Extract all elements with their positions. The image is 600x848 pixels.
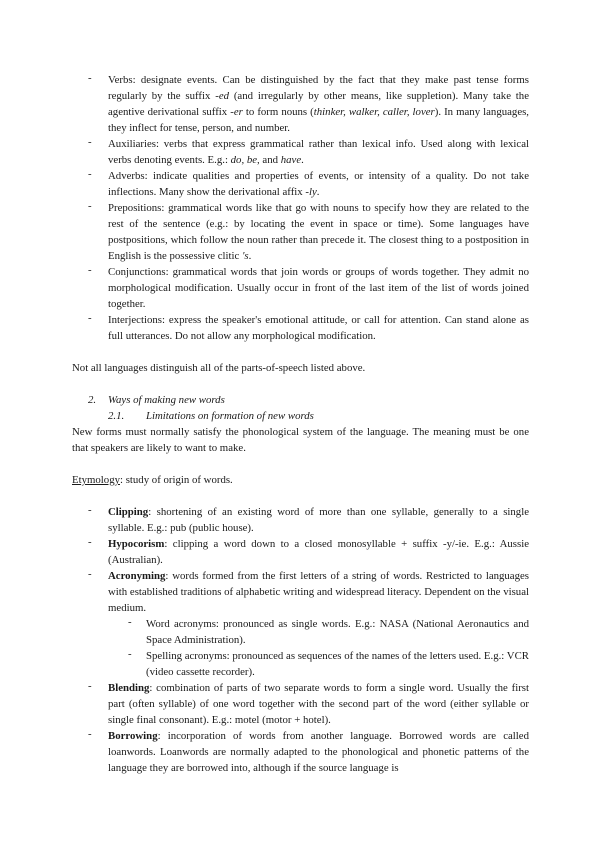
list-item-verbs: [108, 72, 529, 136]
text-run: : combination of parts of two separate words to form a single word. Usually the first part (often syllable) of one word together with the second part of the word (either syllable or single final consonant). E.g.: motel (motor + hotel).: [108, 682, 529, 727]
italic-text: do, be,: [230, 154, 260, 167]
text-run: .: [301, 154, 304, 167]
italic-text: have: [280, 154, 302, 167]
text-run: Interjections: express the speaker's emotional attitude, or call for attention. Can stand alone as full utterances. Do not allow any morphological modification.: [108, 314, 529, 343]
bullet-dash: -: [88, 72, 92, 84]
text-run: and: [259, 154, 281, 167]
bullet-dash: -: [88, 264, 92, 276]
list-item-conjunctions: [108, 264, 529, 312]
text-run: to form nouns (: [242, 106, 314, 119]
subsection-number: 2.1.: [108, 410, 125, 422]
sub-item-word-acronyms: Word acronyms: pronounced as single words. E.g.: NASA (National Aeronautics and Space Administration).: [146, 618, 529, 647]
bullet-dash: -: [88, 312, 92, 324]
italic-text: 's: [242, 250, 249, 263]
list-item-acronyming: [108, 568, 529, 616]
term-bold: Clipping: [108, 506, 149, 518]
term-bold: Hypocorism: [108, 538, 165, 550]
text-run: Conjunctions: grammatical words that join words or groups of words together. They admit no morphological modification. Usually occur in front of the last item of the list of words joined together.: [108, 266, 529, 311]
sub-bullet-dash: -: [128, 616, 132, 628]
sub-item-spelling-acronyms: Spelling acronyms: pronounced as sequences of the names of the letters used. E.g.: VCR (video cassette recorder).: [146, 650, 530, 679]
text-run: : clipping a word down to a closed monosyllable + suffix -y/-ie. E.g.: Aussie (Australian).: [108, 538, 529, 567]
etymology-rest: : study of origin of words.: [120, 474, 233, 486]
sub-bullet-dash: -: [128, 648, 132, 660]
text-run: : incorporation of words from another language. Borrowed words are called loanwords. Loanwords are normally adapted to the phonological and phonetic patterns of the language they are borrowed into, although if the source language is: [108, 730, 529, 775]
italic-text: -ly: [305, 186, 317, 199]
term-bold: Acronyming: [108, 570, 166, 582]
bullet-dash: -: [88, 136, 92, 148]
bullet-dash: -: [88, 680, 92, 692]
list-item-adverbs: [108, 168, 529, 200]
text-run: Prepositions: grammatical words like that go with nouns to specify how they are related to the rest of the sentence (e.g.: by locating the event in space or time). Some languages have postpositions, which follow the noun rather than precede it. The closest thing to a postposition in English is the possessive clitic: [108, 202, 529, 263]
bullet-dash: -: [88, 728, 92, 740]
term-bold: Blending: [108, 682, 150, 694]
list-item-clipping: [108, 504, 529, 536]
text-run: Verbs: designate events. Can be distinguished by the fact that they make past tense forms regularly by the suffix: [108, 74, 529, 103]
text-run: .: [316, 186, 320, 199]
text-run: .: [248, 250, 252, 263]
etymology-definition: [72, 472, 529, 488]
list-item-interjections: [108, 312, 529, 344]
italic-text: -er: [230, 106, 243, 119]
bullet-dash: -: [88, 536, 92, 548]
term-bold: Borrowing: [108, 730, 158, 742]
italic-text: -ed: [215, 90, 230, 103]
section-number: 2.: [88, 394, 97, 406]
bullet-dash: -: [88, 168, 92, 180]
bullet-dash: -: [88, 568, 92, 580]
limitations-paragraph: New forms must normally satisfy the phonological system of the language. The meaning must be one that speakers are likely to want to make.: [72, 426, 529, 455]
text-run: : shortening of an existing word of more than one syllable, generally to a single syllable. E.g.: pub (public house).: [108, 506, 529, 535]
text-run: (and irregularly by other means, like suppletion). Many take the agentive derivational suffix: [108, 90, 530, 119]
subsection-title: Limitations on formation of new words: [146, 410, 314, 422]
text-run: Auxiliaries: verbs that express grammatical rather than lexical info. Used along with lexical verbs denoting events. E.g.:: [108, 138, 529, 167]
section-title: Ways of making new words: [108, 394, 225, 406]
note-paragraph: Not all languages distinguish all of the parts-of-speech listed above.: [72, 362, 366, 374]
text-run: Adverbs: indicate qualities and properties of events, or intensity of a quality. Do not take inflections. Many show the derivational affix: [108, 170, 529, 199]
bullet-dash: -: [88, 504, 92, 516]
list-item-borrowing: [108, 728, 529, 776]
text-run: : words formed from the first letters of a string of words. Restricted to languages with established traditions of alphabetic writing and widespread literacy. Dependent on the visual medium.: [108, 570, 529, 615]
list-item-hypocorism: [108, 536, 529, 568]
list-item-prepositions: [108, 200, 529, 264]
etymology-term: Etymology: [72, 474, 120, 486]
list-item-auxiliaries: [108, 136, 529, 168]
list-item-blending: [108, 680, 529, 728]
italic-text: thinker, walker, caller, lover: [313, 106, 435, 119]
text-run: ). In many languages, they inflect for tense, person, and number.: [108, 106, 530, 135]
bullet-dash: -: [88, 200, 92, 212]
